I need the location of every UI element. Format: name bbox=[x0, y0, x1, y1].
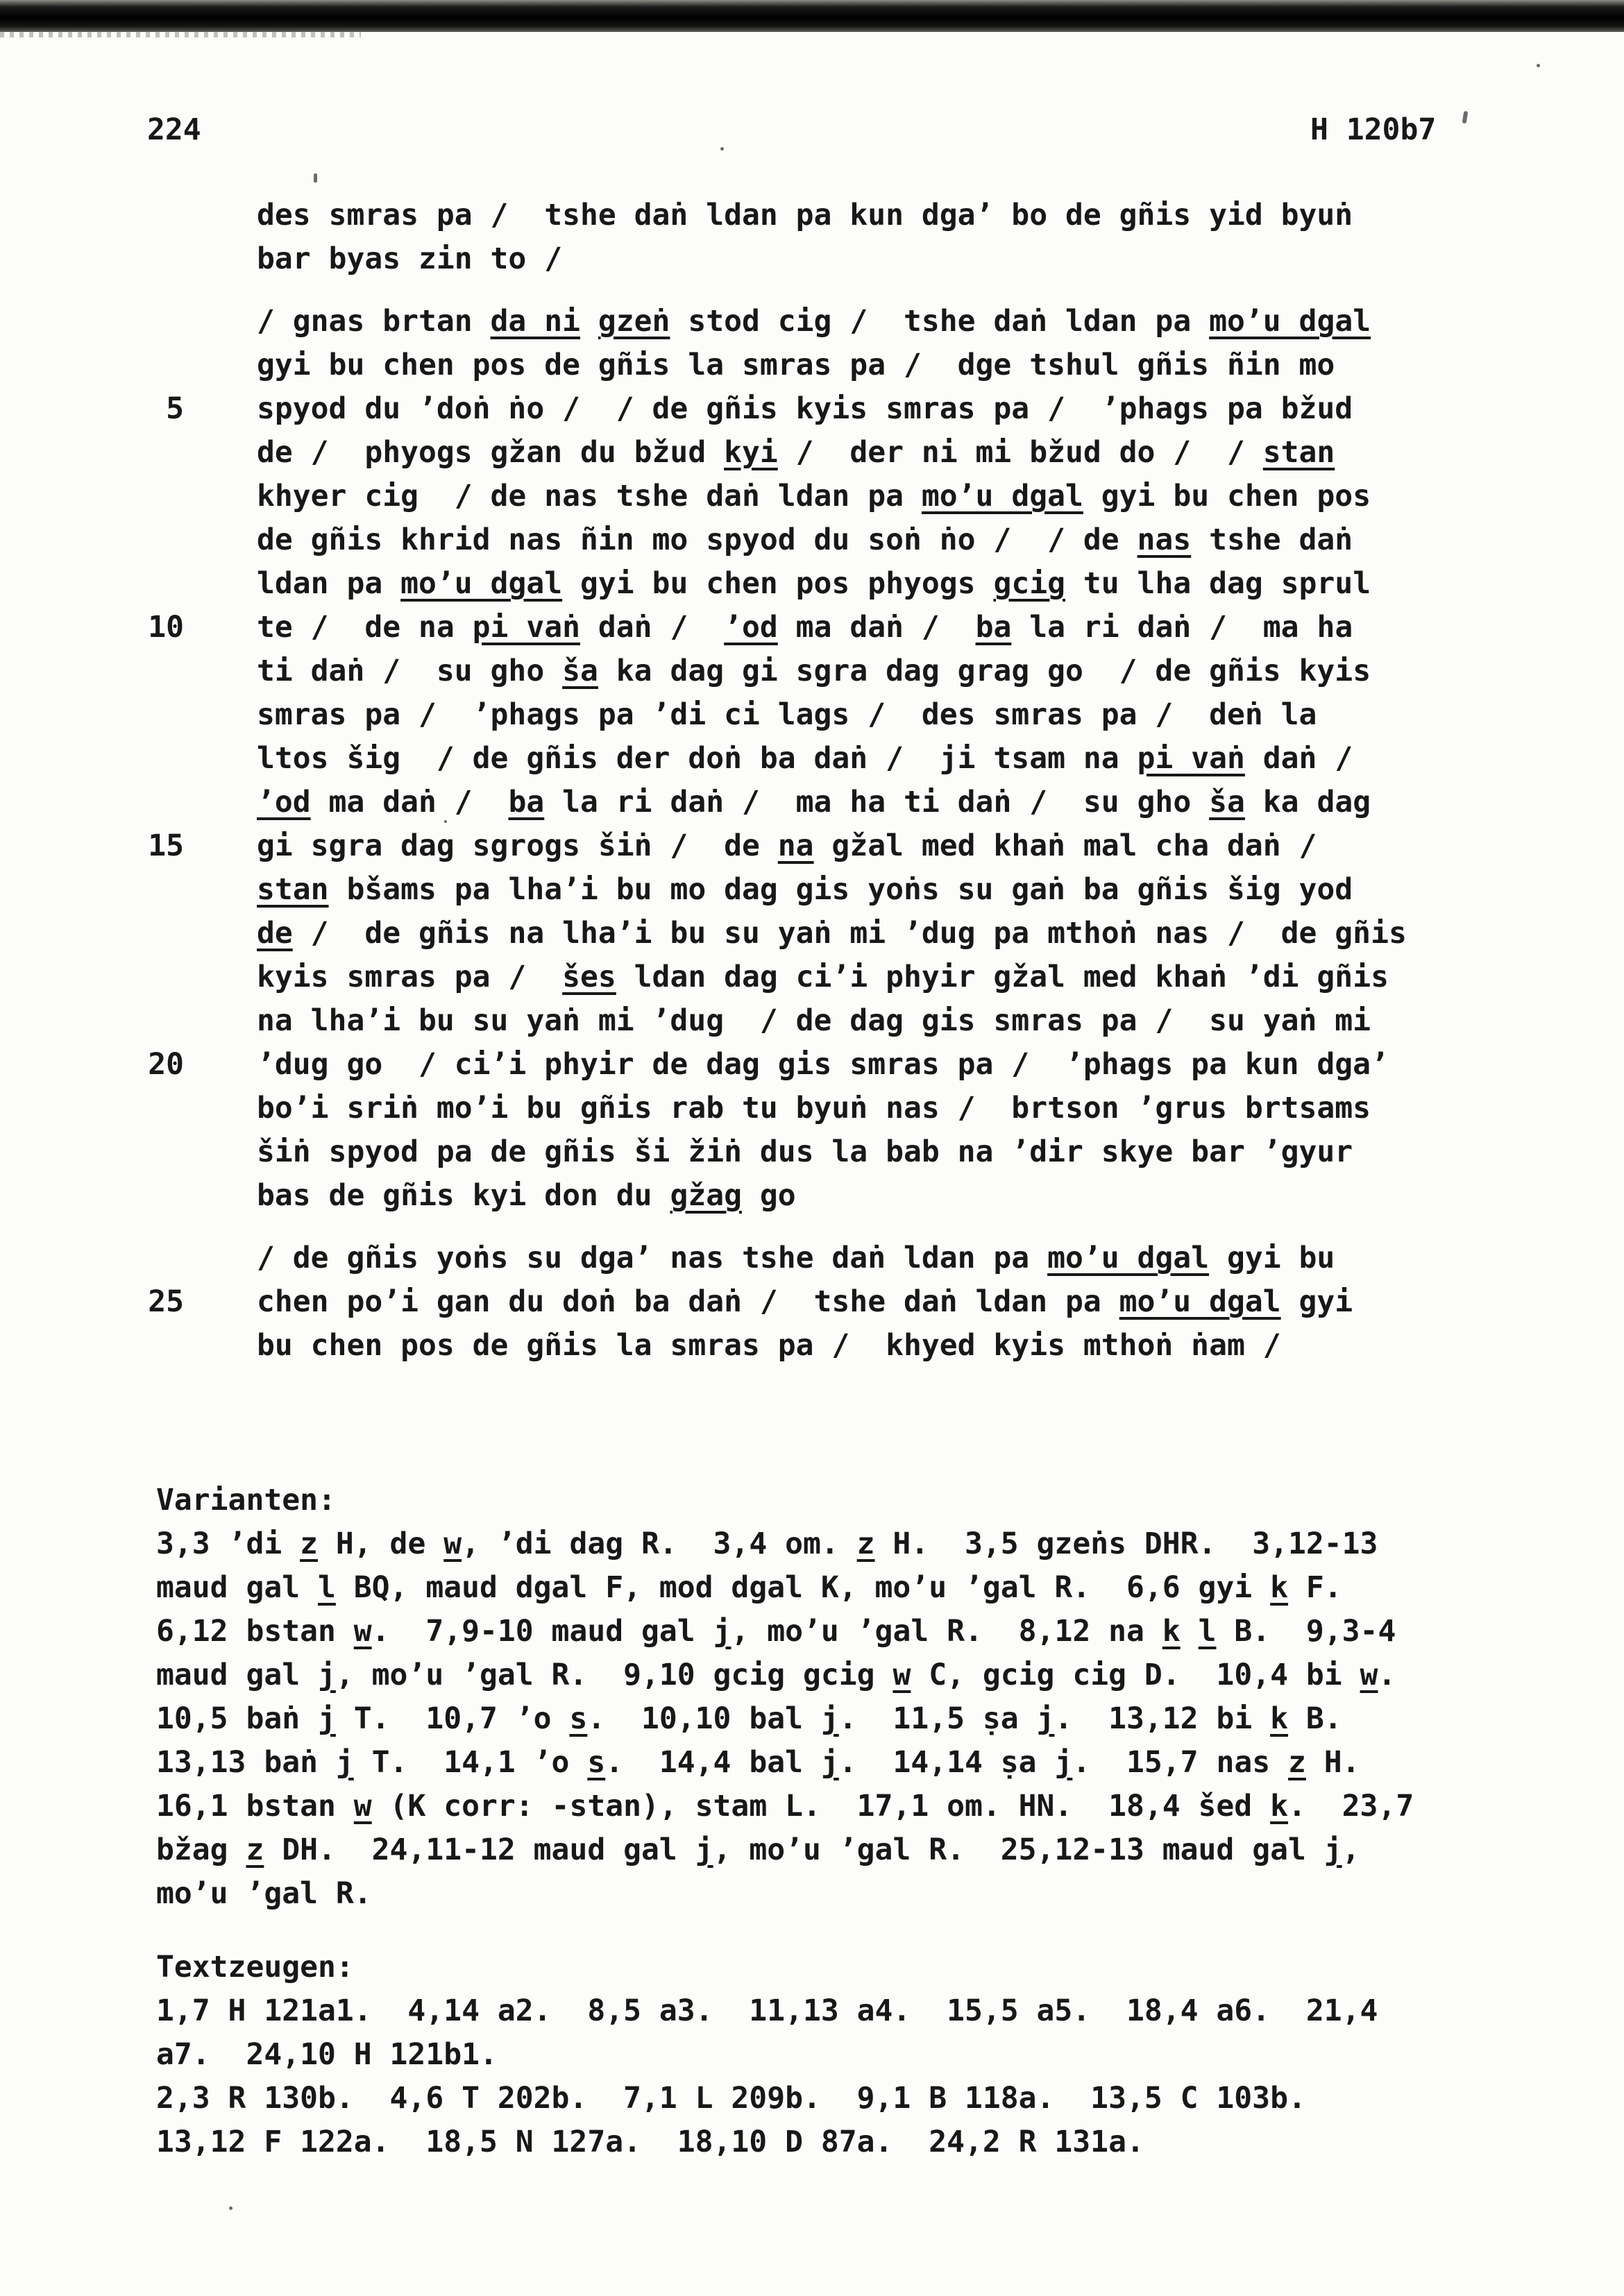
underlined-text: j bbox=[713, 1614, 731, 1649]
text-segment: 1,7 H 121a1. 4,14 a2. 8,5 a3. 11,13 a4. 15,5 a5. 18,4 a6. 21,4 bbox=[156, 1993, 1378, 2028]
text-segment: . 11,5 ṣa bbox=[838, 1701, 1037, 1736]
varianten-block bbox=[156, 1522, 1414, 1916]
text-segment: ti daṅ / su gho bbox=[257, 654, 563, 688]
margin-line-number: 25 bbox=[148, 1284, 184, 1319]
text-line bbox=[156, 1785, 1414, 1828]
text-line bbox=[257, 518, 1407, 562]
underlined-text: j bbox=[820, 1701, 839, 1736]
underlined-text: da ni bbox=[490, 304, 580, 339]
text-segment: / de gñis yoṅs su dga’ nas tshe daṅ ldan pa bbox=[257, 1241, 1048, 1275]
text-line bbox=[257, 1174, 1407, 1218]
text-line bbox=[257, 431, 1407, 475]
varianten-heading: Varianten: bbox=[156, 1483, 336, 1517]
text-segment: . 10,10 bal bbox=[587, 1701, 821, 1736]
text-segment: spyod du ’doṅ ṅo / / de gñis kyis smras pa / ’phags pa bžud bbox=[257, 391, 1353, 426]
textzeugen-heading: Textzeugen: bbox=[156, 1950, 354, 1984]
underlined-text: ša bbox=[1209, 785, 1245, 819]
scan-speckle bbox=[229, 2206, 232, 2210]
text-segment: 13,13 baṅ bbox=[156, 1745, 336, 1780]
underlined-text: j bbox=[318, 1658, 336, 1692]
text-segment: . 14,4 bal bbox=[605, 1745, 821, 1780]
text-segment: chen po’i gan du doṅ ba daṅ / tshe daṅ ldan pa bbox=[257, 1284, 1119, 1319]
text-segment: smras pa / ’phags pa ’di ci lags / des smras pa / deṅ la bbox=[257, 697, 1317, 732]
text-segment: ma daṅ / bbox=[310, 785, 509, 819]
text-segment: 16,1 bstan bbox=[156, 1789, 354, 1823]
underlined-text: k bbox=[1270, 1701, 1288, 1736]
text-line bbox=[257, 1130, 1407, 1174]
text-segment: de gñis khrid nas ñin mo spyod du soṅ ṅo / / de bbox=[257, 522, 1137, 557]
text-segment: . bbox=[1378, 1658, 1396, 1692]
page-number: 224 bbox=[147, 112, 201, 147]
text-segment: tu lha dag sprul bbox=[1065, 566, 1371, 601]
text-line bbox=[257, 868, 1407, 912]
text-segment bbox=[580, 304, 598, 339]
text-line bbox=[156, 1872, 1414, 1916]
textzeugen-block bbox=[156, 1989, 1414, 2164]
underlined-text: ba bbox=[975, 610, 1012, 645]
underlined-text: k bbox=[1162, 1614, 1181, 1649]
text-line bbox=[156, 2077, 1414, 2120]
text-segment: khyer cig / de nas tshe daṅ ldan pa bbox=[257, 479, 922, 513]
scan-speckle bbox=[1462, 111, 1469, 124]
underlined-text: j bbox=[1036, 1701, 1055, 1736]
text-line bbox=[148, 1280, 1407, 1324]
text-line bbox=[156, 1828, 1414, 1872]
text-line bbox=[257, 737, 1407, 781]
text-segment: mo’u ’gal R. bbox=[156, 1876, 372, 1911]
text-segment: gžal med khaṅ mal cha daṅ / bbox=[813, 828, 1317, 863]
text-segment bbox=[1181, 1614, 1199, 1649]
text-segment: daṅ / bbox=[580, 610, 725, 645]
underlined-text: pi vaṅ bbox=[1137, 741, 1245, 776]
text-segment: ldan dag ci’i phyir gžal med khaṅ ’di gñis bbox=[616, 960, 1389, 994]
underlined-text: l bbox=[1198, 1614, 1217, 1649]
text-line bbox=[257, 194, 1407, 237]
edition-text bbox=[148, 194, 1407, 1368]
underlined-text: ša bbox=[562, 654, 598, 688]
underlined-text: w bbox=[893, 1658, 911, 1692]
underlined-text: gzeṅ bbox=[598, 304, 670, 339]
text-line bbox=[156, 1989, 1414, 2033]
text-line bbox=[257, 1236, 1407, 1280]
text-segment: bžag bbox=[156, 1832, 246, 1867]
text-segment: / der ni mi bžud do / / bbox=[777, 435, 1263, 470]
underlined-text: k bbox=[1270, 1789, 1288, 1823]
text-segment: stod cig / tshe daṅ ldan pa bbox=[670, 304, 1210, 339]
text-line bbox=[257, 955, 1407, 999]
text-segment: . 7,9-10 maud gal bbox=[371, 1614, 713, 1649]
scan-speckle bbox=[720, 147, 724, 151]
text-line bbox=[257, 693, 1407, 737]
text-segment: la ri daṅ / ma ha bbox=[1011, 610, 1353, 645]
underlined-text: l bbox=[318, 1570, 336, 1605]
text-segment: bu chen pos de gñis la smras pa / khyed kyis mthoṅ ṅam / bbox=[257, 1328, 1281, 1363]
text-segment: na lha’i bu su yaṅ mi ’dug / de dag gis smras pa / su yaṅ mi bbox=[257, 1003, 1371, 1038]
text-line bbox=[257, 343, 1407, 387]
text-segment: gi sgra dag sgrogs šiṅ / de bbox=[257, 828, 778, 863]
text-segment: 10,5 baṅ bbox=[156, 1701, 318, 1736]
text-segment: , mo’u ’gal R. 8,12 na bbox=[731, 1614, 1162, 1649]
text-segment: a7. 24,10 H 121b1. bbox=[156, 2037, 498, 2072]
underlined-text: j bbox=[335, 1745, 354, 1780]
scan-speckle bbox=[444, 820, 447, 823]
text-line bbox=[257, 649, 1407, 693]
text-line bbox=[156, 1522, 1414, 1566]
underlined-text: j bbox=[1323, 1832, 1342, 1867]
text-line bbox=[156, 1566, 1414, 1610]
underlined-text: w bbox=[353, 1614, 372, 1649]
text-segment: ’dug go / ci’i phyir de dag gis smras pa / ’phags pa kun dga’ bbox=[257, 1047, 1389, 1082]
text-line bbox=[257, 999, 1407, 1043]
text-segment: gyi bu chen pos de gñis la smras pa / dge tshul gñis ñin mo bbox=[257, 348, 1335, 382]
underlined-text: j bbox=[695, 1832, 713, 1867]
underlined-text: w bbox=[353, 1789, 372, 1823]
underlined-text: stan bbox=[257, 872, 329, 907]
text-line bbox=[156, 1741, 1414, 1785]
text-segment: go bbox=[742, 1178, 796, 1213]
text-segment: daṅ / bbox=[1244, 741, 1353, 776]
underlined-text: na bbox=[777, 828, 814, 863]
text-segment: ka dag bbox=[1244, 785, 1371, 819]
text-segment: 6,12 bstan bbox=[156, 1614, 354, 1649]
text-segment: H. bbox=[1305, 1745, 1360, 1780]
text-segment: . 13,12 bi bbox=[1054, 1701, 1271, 1736]
text-paragraph bbox=[148, 1236, 1407, 1368]
underlined-text: stan bbox=[1262, 435, 1335, 470]
text-segment: (K corr: -stan), stam L. 17,1 om. HN. 18,4 šed bbox=[371, 1789, 1271, 1823]
underlined-text: j bbox=[820, 1745, 839, 1780]
text-segment: des smras pa / tshe daṅ ldan pa kun dga’ bo de gñis yid byuṅ bbox=[257, 198, 1353, 232]
text-segment: . 23,7 bbox=[1287, 1789, 1414, 1823]
text-segment: T. 14,1 ’o bbox=[353, 1745, 588, 1780]
text-line bbox=[156, 2120, 1414, 2164]
underlined-text: w bbox=[443, 1527, 462, 1561]
underlined-text: ba bbox=[508, 785, 545, 819]
text-segment: de / phyogs gžan du bžud bbox=[257, 435, 725, 470]
underlined-text: šes bbox=[562, 960, 616, 994]
text-segment: bar byas zin to / bbox=[257, 241, 563, 276]
underlined-text: kyi bbox=[724, 435, 778, 470]
text-segment: ldan pa bbox=[257, 566, 401, 601]
text-segment: gyi bu chen pos phyogs bbox=[562, 566, 994, 601]
text-segment: te / de na bbox=[257, 610, 473, 645]
text-line bbox=[257, 237, 1407, 281]
text-segment: 13,12 F 122a. 18,5 N 127a. 18,10 D 87a. 24,2 R 131a. bbox=[156, 2125, 1144, 2159]
underlined-text: z bbox=[246, 1832, 264, 1867]
text-segment: ka dag gi sgra dag grag go / de gñis kyis bbox=[598, 654, 1371, 688]
underlined-text: w bbox=[1360, 1658, 1378, 1692]
text-segment: BQ, maud dgal F, mod dgal K, mo’u ’gal R. 6,6 gyi bbox=[335, 1570, 1271, 1605]
text-line bbox=[148, 824, 1407, 868]
margin-line-number: 5 bbox=[166, 391, 184, 426]
text-segment: , mo’u ’gal R. 25,12-13 maud gal bbox=[713, 1832, 1324, 1867]
text-segment: bšams pa lha’i bu mo dag gis yoṅs su gaṅ ba gñis šig yod bbox=[328, 872, 1353, 907]
underlined-text: gcig bbox=[993, 566, 1065, 601]
text-line bbox=[257, 1324, 1407, 1368]
text-line bbox=[156, 1610, 1414, 1653]
text-segment: . 15,7 nas bbox=[1072, 1745, 1289, 1780]
critical-apparatus bbox=[156, 1479, 1414, 2164]
text-segment: F. bbox=[1287, 1570, 1342, 1605]
underlined-text: z bbox=[300, 1527, 318, 1561]
text-line bbox=[156, 1653, 1414, 1697]
underlined-text: s bbox=[587, 1745, 606, 1780]
text-line bbox=[257, 562, 1407, 606]
text-segment: ma daṅ / bbox=[777, 610, 976, 645]
text-segment: H. 3,5 gzeṅs DHR. 3,12-13 bbox=[874, 1527, 1378, 1561]
text-segment: DH. 24,11-12 maud gal bbox=[264, 1832, 695, 1867]
underlined-text: pi vaṅ bbox=[472, 610, 581, 645]
text-segment: gyi bbox=[1280, 1284, 1353, 1319]
text-paragraph bbox=[148, 300, 1407, 1218]
underlined-text: mo’u dgal bbox=[400, 566, 563, 601]
text-segment: tshe daṅ bbox=[1191, 522, 1353, 557]
text-segment: kyis smras pa / bbox=[257, 960, 563, 994]
text-segment: T. 10,7 ’o bbox=[335, 1701, 570, 1736]
folio-reference: H 120b7 bbox=[1310, 112, 1437, 147]
text-line bbox=[166, 387, 1407, 431]
text-segment: C, gcig cig D. 10,4 bi bbox=[911, 1658, 1360, 1692]
text-line bbox=[257, 912, 1407, 955]
underlined-text: mo’u dgal bbox=[1119, 1284, 1281, 1319]
text-segment: la ri daṅ / ma ha ti daṅ / su gho bbox=[544, 785, 1210, 819]
scan-speckle bbox=[314, 173, 317, 182]
underlined-text: z bbox=[1288, 1745, 1306, 1780]
text-segment: bo’i sriṅ mo’i bu gñis rab tu byuṅ nas / brtson ’grus brtsams bbox=[257, 1091, 1371, 1125]
margin-line-number: 20 bbox=[148, 1047, 184, 1082]
underlined-text: s bbox=[569, 1701, 588, 1736]
text-segment: ltos šig / de gñis der doṅ ba daṅ / ji tsam na bbox=[257, 741, 1137, 776]
text-paragraph bbox=[257, 194, 1407, 281]
text-segment: , bbox=[1342, 1832, 1360, 1867]
text-line bbox=[156, 2033, 1414, 2077]
text-segment: . 14,14 ṣa bbox=[838, 1745, 1055, 1780]
scan-artifact-top-band bbox=[0, 0, 1624, 32]
text-segment: H, de bbox=[318, 1527, 444, 1561]
underlined-text: mo’u dgal bbox=[1047, 1241, 1210, 1275]
text-line bbox=[257, 1087, 1407, 1130]
underlined-text: mo’u dgal bbox=[921, 479, 1083, 513]
text-segment: šiṅ spyod pa de gñis ši žiṅ dus la bab na ’dir skye bar ’gyur bbox=[257, 1134, 1353, 1169]
underlined-text: ’od bbox=[257, 785, 311, 819]
text-segment: 2,3 R 130b. 4,6 T 202b. 7,1 L 209b. 9,1 B 118a. 13,5 C 103b. bbox=[156, 2081, 1306, 2116]
underlined-text: j bbox=[1054, 1745, 1073, 1780]
text-segment: gyi bu bbox=[1209, 1241, 1335, 1275]
text-segment: B. 9,3-4 bbox=[1216, 1614, 1396, 1649]
text-segment: , ’di dag R. 3,4 om. bbox=[462, 1527, 857, 1561]
margin-line-number: 15 bbox=[148, 828, 184, 863]
underlined-text: k bbox=[1270, 1570, 1288, 1605]
text-line bbox=[148, 606, 1407, 649]
text-segment: bas de gñis kyi don du bbox=[257, 1178, 670, 1213]
text-segment: / de gñis na lha’i bu su yaṅ mi ’dug pa mthoṅ nas / de gñis bbox=[292, 916, 1407, 951]
text-segment: gyi bu chen pos bbox=[1083, 479, 1371, 513]
text-segment: maud gal bbox=[156, 1658, 318, 1692]
text-line bbox=[156, 1697, 1414, 1741]
underlined-text: nas bbox=[1137, 522, 1192, 557]
text-line bbox=[257, 475, 1407, 518]
text-segment: , mo’u ’gal R. 9,10 gcig gcig bbox=[335, 1658, 893, 1692]
margin-line-number: 10 bbox=[148, 610, 184, 645]
text-line bbox=[257, 781, 1407, 824]
underlined-text: mo’u dgal bbox=[1209, 304, 1371, 339]
underlined-text: gžag bbox=[670, 1178, 742, 1213]
underlined-text: j bbox=[318, 1701, 336, 1736]
underlined-text: z bbox=[856, 1527, 875, 1561]
text-segment: maud gal bbox=[156, 1570, 318, 1605]
underlined-text: de bbox=[257, 916, 293, 951]
text-line bbox=[148, 1043, 1407, 1087]
text-segment: B. bbox=[1288, 1701, 1342, 1736]
scan-speckle bbox=[1537, 64, 1540, 67]
underlined-text: ’od bbox=[724, 610, 778, 645]
text-segment: / gnas brtan bbox=[257, 304, 491, 339]
text-line bbox=[257, 300, 1407, 343]
text-segment: 3,3 ’di bbox=[156, 1527, 301, 1561]
